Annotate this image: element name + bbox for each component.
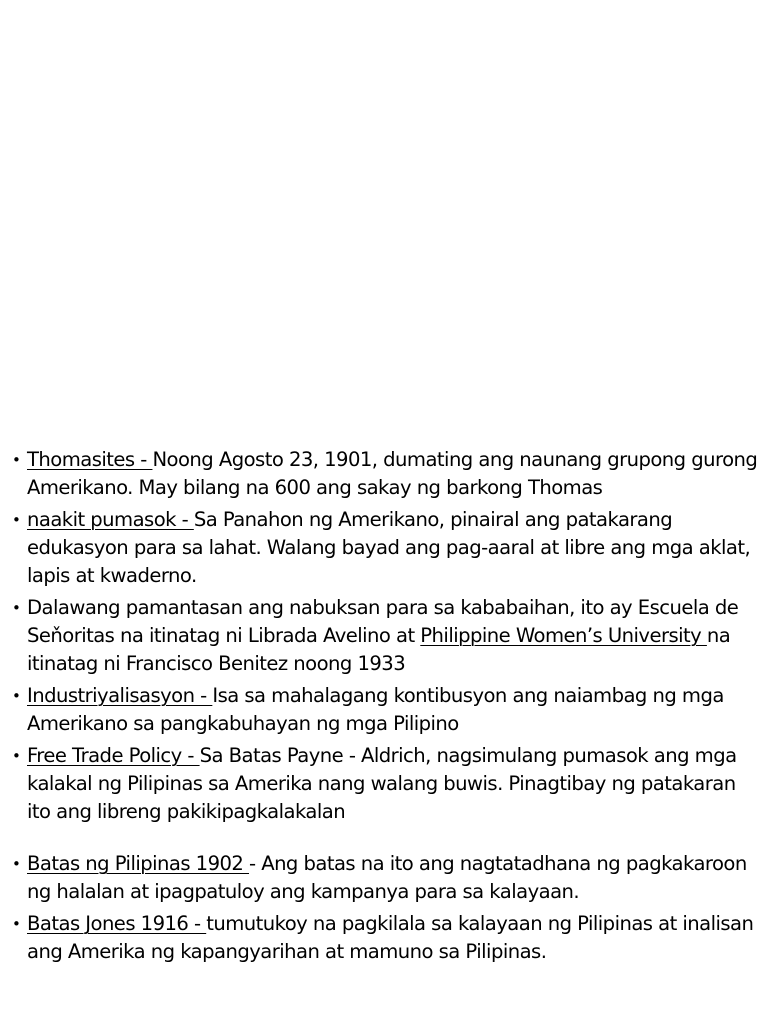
list-item-pamantasan [12, 594, 762, 678]
list-item-thomasites [12, 446, 762, 502]
term-naakit-pumasok: naakit pumasok - [27, 508, 194, 531]
bullet-icon: • [12, 915, 21, 933]
list-item-batas-jones [12, 910, 762, 966]
item-text: Sa Panahon ng Amerikano, pinairal ang patakarang edukasyon para sa lahat. Walang bayad ang pag-aaral at libre ang mga aklat, lapis at kwaderno. [27, 508, 751, 587]
term-free-trade-policy: Free Trade Policy - [27, 744, 200, 767]
bullet-list [12, 446, 762, 970]
item-text: Noong Agosto 23, 1901, dumating ang naunang grupong gurong Amerikano. May bilang na 600 ang sakay ng barkong Thomas [27, 448, 758, 499]
item-text: Isa sa mahalagang kontibusyon ang naiambag ng mga Amerikano sa pangkabuhayan ng mga Pilipino [27, 684, 724, 735]
bullet-icon: • [12, 747, 21, 765]
term-thomasites: Thomasites - [27, 448, 153, 471]
list-item-free-trade-policy [12, 742, 762, 826]
item-text-before: Dalawang pamantasan ang nabuksan para sa kababaihan, ito ay Escuela de Seňoritas na itinatag ni Librada Avelino at [27, 596, 739, 647]
term-batas-ng-pilipinas: Batas ng Pilipinas 1902 [27, 852, 250, 875]
bullet-icon: • [12, 511, 21, 529]
bullet-icon: • [12, 599, 21, 617]
item-text: Sa Batas Payne - Aldrich, nagsimulang pumasok ang mga kalakal ng Pilipinas sa Amerika nang walang buwis. Pinagtibay ng patakaran ito ang libreng pakikipagkalakalan [27, 744, 737, 823]
item-text-after: na itinatag ni Francisco Benitez noong 1933 [27, 624, 731, 675]
term-philippine-womens-university: Philippine Women’s University [420, 624, 707, 647]
term-industriyalisasyon: Industriyalisasyon - [27, 684, 213, 707]
list-item-batas-ng-pilipinas [12, 850, 762, 906]
bullet-icon: • [12, 687, 21, 705]
list-item-naakit-pumasok [12, 506, 762, 590]
list-item-industriyalisasyon [12, 682, 762, 738]
item-text: - Ang batas na ito ang nagtatadhana ng pagkakaroon ng halalan at ipagpatuloy ang kampanya para sa kalayaan. [27, 852, 747, 903]
term-batas-jones: Batas Jones 1916 - [27, 912, 207, 935]
bullet-icon: • [12, 855, 21, 873]
bullet-icon: • [12, 451, 21, 469]
item-text: tumutukoy na pagkilala sa kalayaan ng Pilipinas at inalisan ang Amerika ng kapangyarihan at mamuno sa Pilipinas. [27, 912, 754, 963]
